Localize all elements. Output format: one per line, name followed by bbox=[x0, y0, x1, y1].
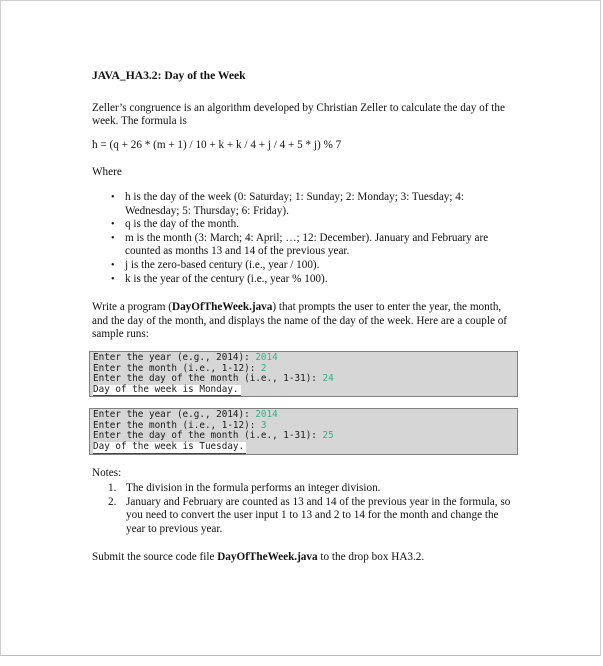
bullet-icon: • bbox=[111, 273, 115, 285]
note-text: The division in the formula performs an integer division. bbox=[126, 482, 381, 495]
console-prompt: Enter the month (i.e., 1-12): bbox=[93, 362, 261, 374]
console-prompt: Enter the year (e.g., 2014): bbox=[93, 409, 256, 421]
submit-file: DayOfTheWeek.java bbox=[217, 550, 318, 563]
definition-text: k is the year of the century (i.e., year % 100). bbox=[125, 272, 328, 285]
console-line bbox=[93, 442, 517, 454]
console-prompt: Enter the month (i.e., 1-12): bbox=[93, 419, 261, 431]
definition-text: h is the day of the week (0: Saturday; 1: Sunday; 2: Monday; 3: Tuesday; 4: Wednesday; 5: Thursday; 6: Friday). bbox=[125, 190, 465, 217]
definition-item bbox=[92, 259, 517, 273]
note-item bbox=[92, 482, 517, 496]
bullet-icon: • bbox=[111, 191, 115, 203]
definition-text: q is the day of the month. bbox=[125, 218, 240, 231]
console-line bbox=[93, 385, 517, 397]
document-content bbox=[92, 69, 517, 564]
submit-paragraph bbox=[92, 551, 517, 565]
console-input: 2014 bbox=[255, 351, 278, 363]
bullet-icon: • bbox=[111, 259, 115, 271]
task-prefix: Write a program ( bbox=[92, 301, 172, 314]
notes-label: Notes: bbox=[92, 466, 122, 479]
sample-run-2 bbox=[89, 408, 518, 454]
task-suffix: ) that prompts the user to enter the year, the month, and the day of the month, and displays the name of the day of the week. Here are a couple of sample runs: bbox=[92, 301, 508, 341]
submit-suffix: to the drop box HA3.2. bbox=[317, 550, 425, 563]
formula: h = (q + 26 * (m + 1) / 10 + k + k / 4 + j / 4 + 5 * j) % 7 bbox=[92, 138, 342, 151]
document-title: JAVA_HA3.2: Day of the Week bbox=[92, 69, 246, 82]
definition-item bbox=[92, 218, 517, 232]
note-number: 1. bbox=[108, 482, 117, 495]
definition-text: j is the zero-based century (i.e., year / 100). bbox=[125, 258, 320, 271]
console-prompt: Enter the year (e.g., 2014): bbox=[93, 351, 256, 363]
intro-paragraph: Zeller’s congruence is an algorithm developed by Christian Zeller to calculate the day of the week. The formula is bbox=[92, 101, 505, 128]
notes-list bbox=[92, 482, 517, 536]
console-prompt: Enter the day of the month (i.e., 1-31): bbox=[93, 430, 323, 442]
definition-item bbox=[92, 191, 517, 218]
where-label: Where bbox=[92, 166, 122, 179]
console-input: 25 bbox=[322, 430, 334, 442]
console-output: Day of the week is Tuesday. bbox=[93, 441, 245, 453]
console-input: 24 bbox=[322, 373, 334, 385]
console-input: 2 bbox=[260, 362, 267, 374]
definition-item bbox=[92, 273, 517, 287]
definition-list bbox=[92, 191, 517, 286]
definition-item bbox=[92, 232, 517, 259]
console-input: 2014 bbox=[255, 409, 278, 421]
bullet-icon: • bbox=[111, 232, 115, 244]
program-name: DayOfTheWeek.java bbox=[172, 301, 273, 314]
definition-text: m is the month (3: March; 4: April; …; 12: December). January and February are counted as months 13 and 14 of the previous year. bbox=[125, 231, 489, 258]
task-paragraph bbox=[92, 301, 517, 342]
console-input: 3 bbox=[260, 419, 267, 431]
note-number: 2. bbox=[108, 495, 117, 508]
note-item bbox=[92, 496, 517, 537]
bullet-icon: • bbox=[111, 219, 115, 231]
console-prompt: Enter the day of the month (i.e., 1-31): bbox=[93, 373, 323, 385]
note-text: January and February are counted as 13 and 14 of the previous year in the formula, so you need to convert the user input 1 to 13 and 2 to 14 for the month and change the year to previous year. bbox=[126, 495, 511, 536]
sample-run-1 bbox=[89, 351, 518, 397]
submit-prefix: Submit the source code file bbox=[92, 550, 218, 563]
console-output: Day of the week is Monday. bbox=[93, 383, 239, 395]
